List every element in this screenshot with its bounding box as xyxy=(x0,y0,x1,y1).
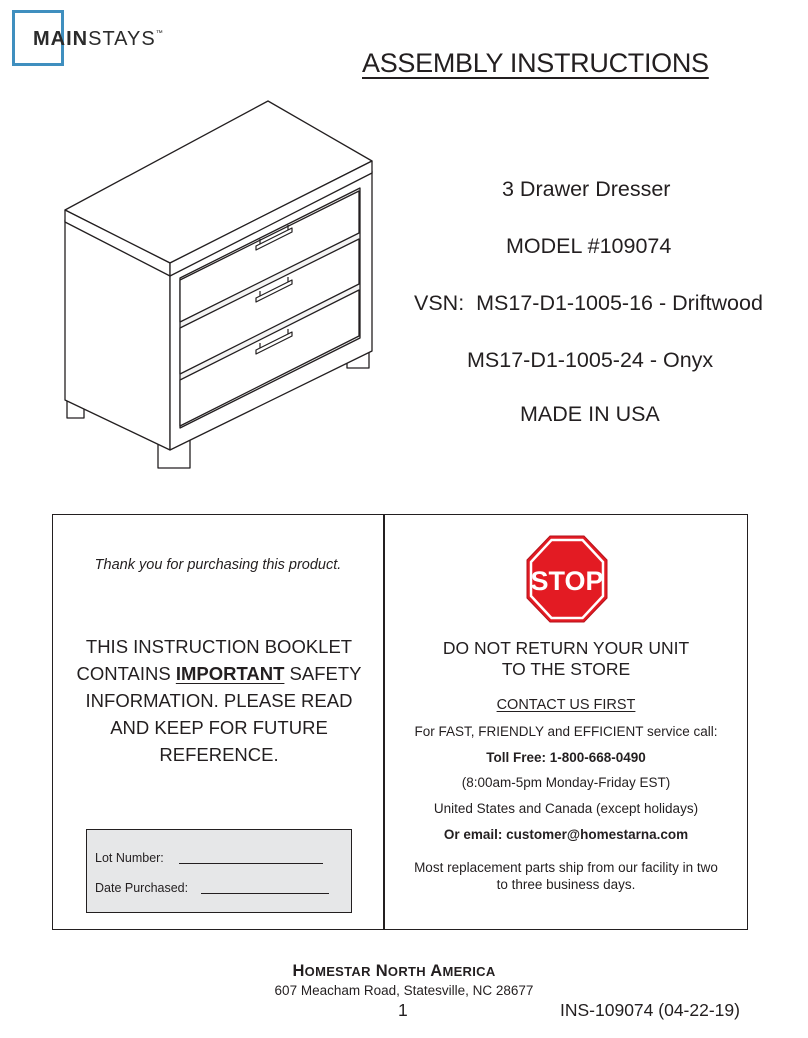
brand-logo xyxy=(33,28,164,51)
warning-text-end: SAFETY INFORMATION. PLEASE READ AND KEEP FOR FUTURE REFERENCE. xyxy=(85,663,362,765)
company-word-orth: ORTH xyxy=(387,964,426,979)
service-call-text: For FAST, FRIENDLY and EFFICIENT service call: xyxy=(414,724,718,739)
product-name: 3 Drawer Dresser xyxy=(502,177,671,201)
lot-info-box xyxy=(86,829,352,913)
contact-first-wrap xyxy=(384,696,748,714)
company-word-merica: MERICA xyxy=(442,964,496,979)
contact-first: CONTACT US FIRST xyxy=(496,697,636,713)
dresser-illustration xyxy=(60,98,380,478)
return-heading-line1: DO NOT RETURN YOUR UNIT xyxy=(442,638,690,658)
brand-name-rest: STAYS xyxy=(88,28,156,50)
stop-sign-icon xyxy=(526,535,608,623)
made-in: MADE IN USA xyxy=(520,402,660,426)
brand-trademark: ™ xyxy=(155,30,164,37)
company-address: 607 Meacham Road, Statesville, NC 28677 xyxy=(274,983,534,998)
stop-sign-text: STOP xyxy=(530,566,604,596)
thank-you-note: Thank you for purchasing this product. xyxy=(94,557,342,573)
model-number: MODEL #109074 xyxy=(506,234,672,258)
service-region: United States and Canada (except holidays) xyxy=(433,801,699,816)
shipping-note-line1: Most replacement parts ship from our facility in two xyxy=(414,860,718,875)
service-hours: (8:00am-5pm Monday-Friday EST) xyxy=(461,775,671,790)
vsn-driftwood: VSN: MS17-D1-1005-16 - Driftwood xyxy=(414,291,763,315)
return-heading-line2: TO THE STORE xyxy=(501,659,631,679)
warning-text-start: THIS INSTRUCTION BOOKLET CONTAINS xyxy=(76,636,353,684)
shipping-note-line2: to three business days. xyxy=(496,877,636,892)
vsn-onyx: MS17-D1-1005-24 - Onyx xyxy=(467,348,714,372)
company-initial-h: H xyxy=(292,962,305,980)
contact-email[interactable]: Or email: customer@homestarna.com xyxy=(443,827,689,842)
warning-important: IMPORTANT xyxy=(175,663,285,684)
document-title: ASSEMBLY INSTRUCTIONS xyxy=(362,48,709,78)
lot-number-label: Lot Number: xyxy=(95,851,164,865)
company-initial-n: N xyxy=(375,962,388,980)
brand-name-bold: MAIN xyxy=(33,28,89,50)
page-number: 1 xyxy=(398,1000,408,1020)
lot-number-field[interactable] xyxy=(179,863,323,864)
date-purchased-field[interactable] xyxy=(201,893,329,894)
date-purchased-label: Date Purchased: xyxy=(95,881,189,895)
safety-warning xyxy=(64,633,374,768)
company-initial-a: A xyxy=(430,962,443,980)
document-code: INS-109074 (04-22-19) xyxy=(560,1000,740,1020)
company-name xyxy=(0,962,788,981)
toll-free-number[interactable]: Toll Free: 1-800-668-0490 xyxy=(486,750,646,765)
company-word-omestar: OMESTAR xyxy=(304,964,371,979)
